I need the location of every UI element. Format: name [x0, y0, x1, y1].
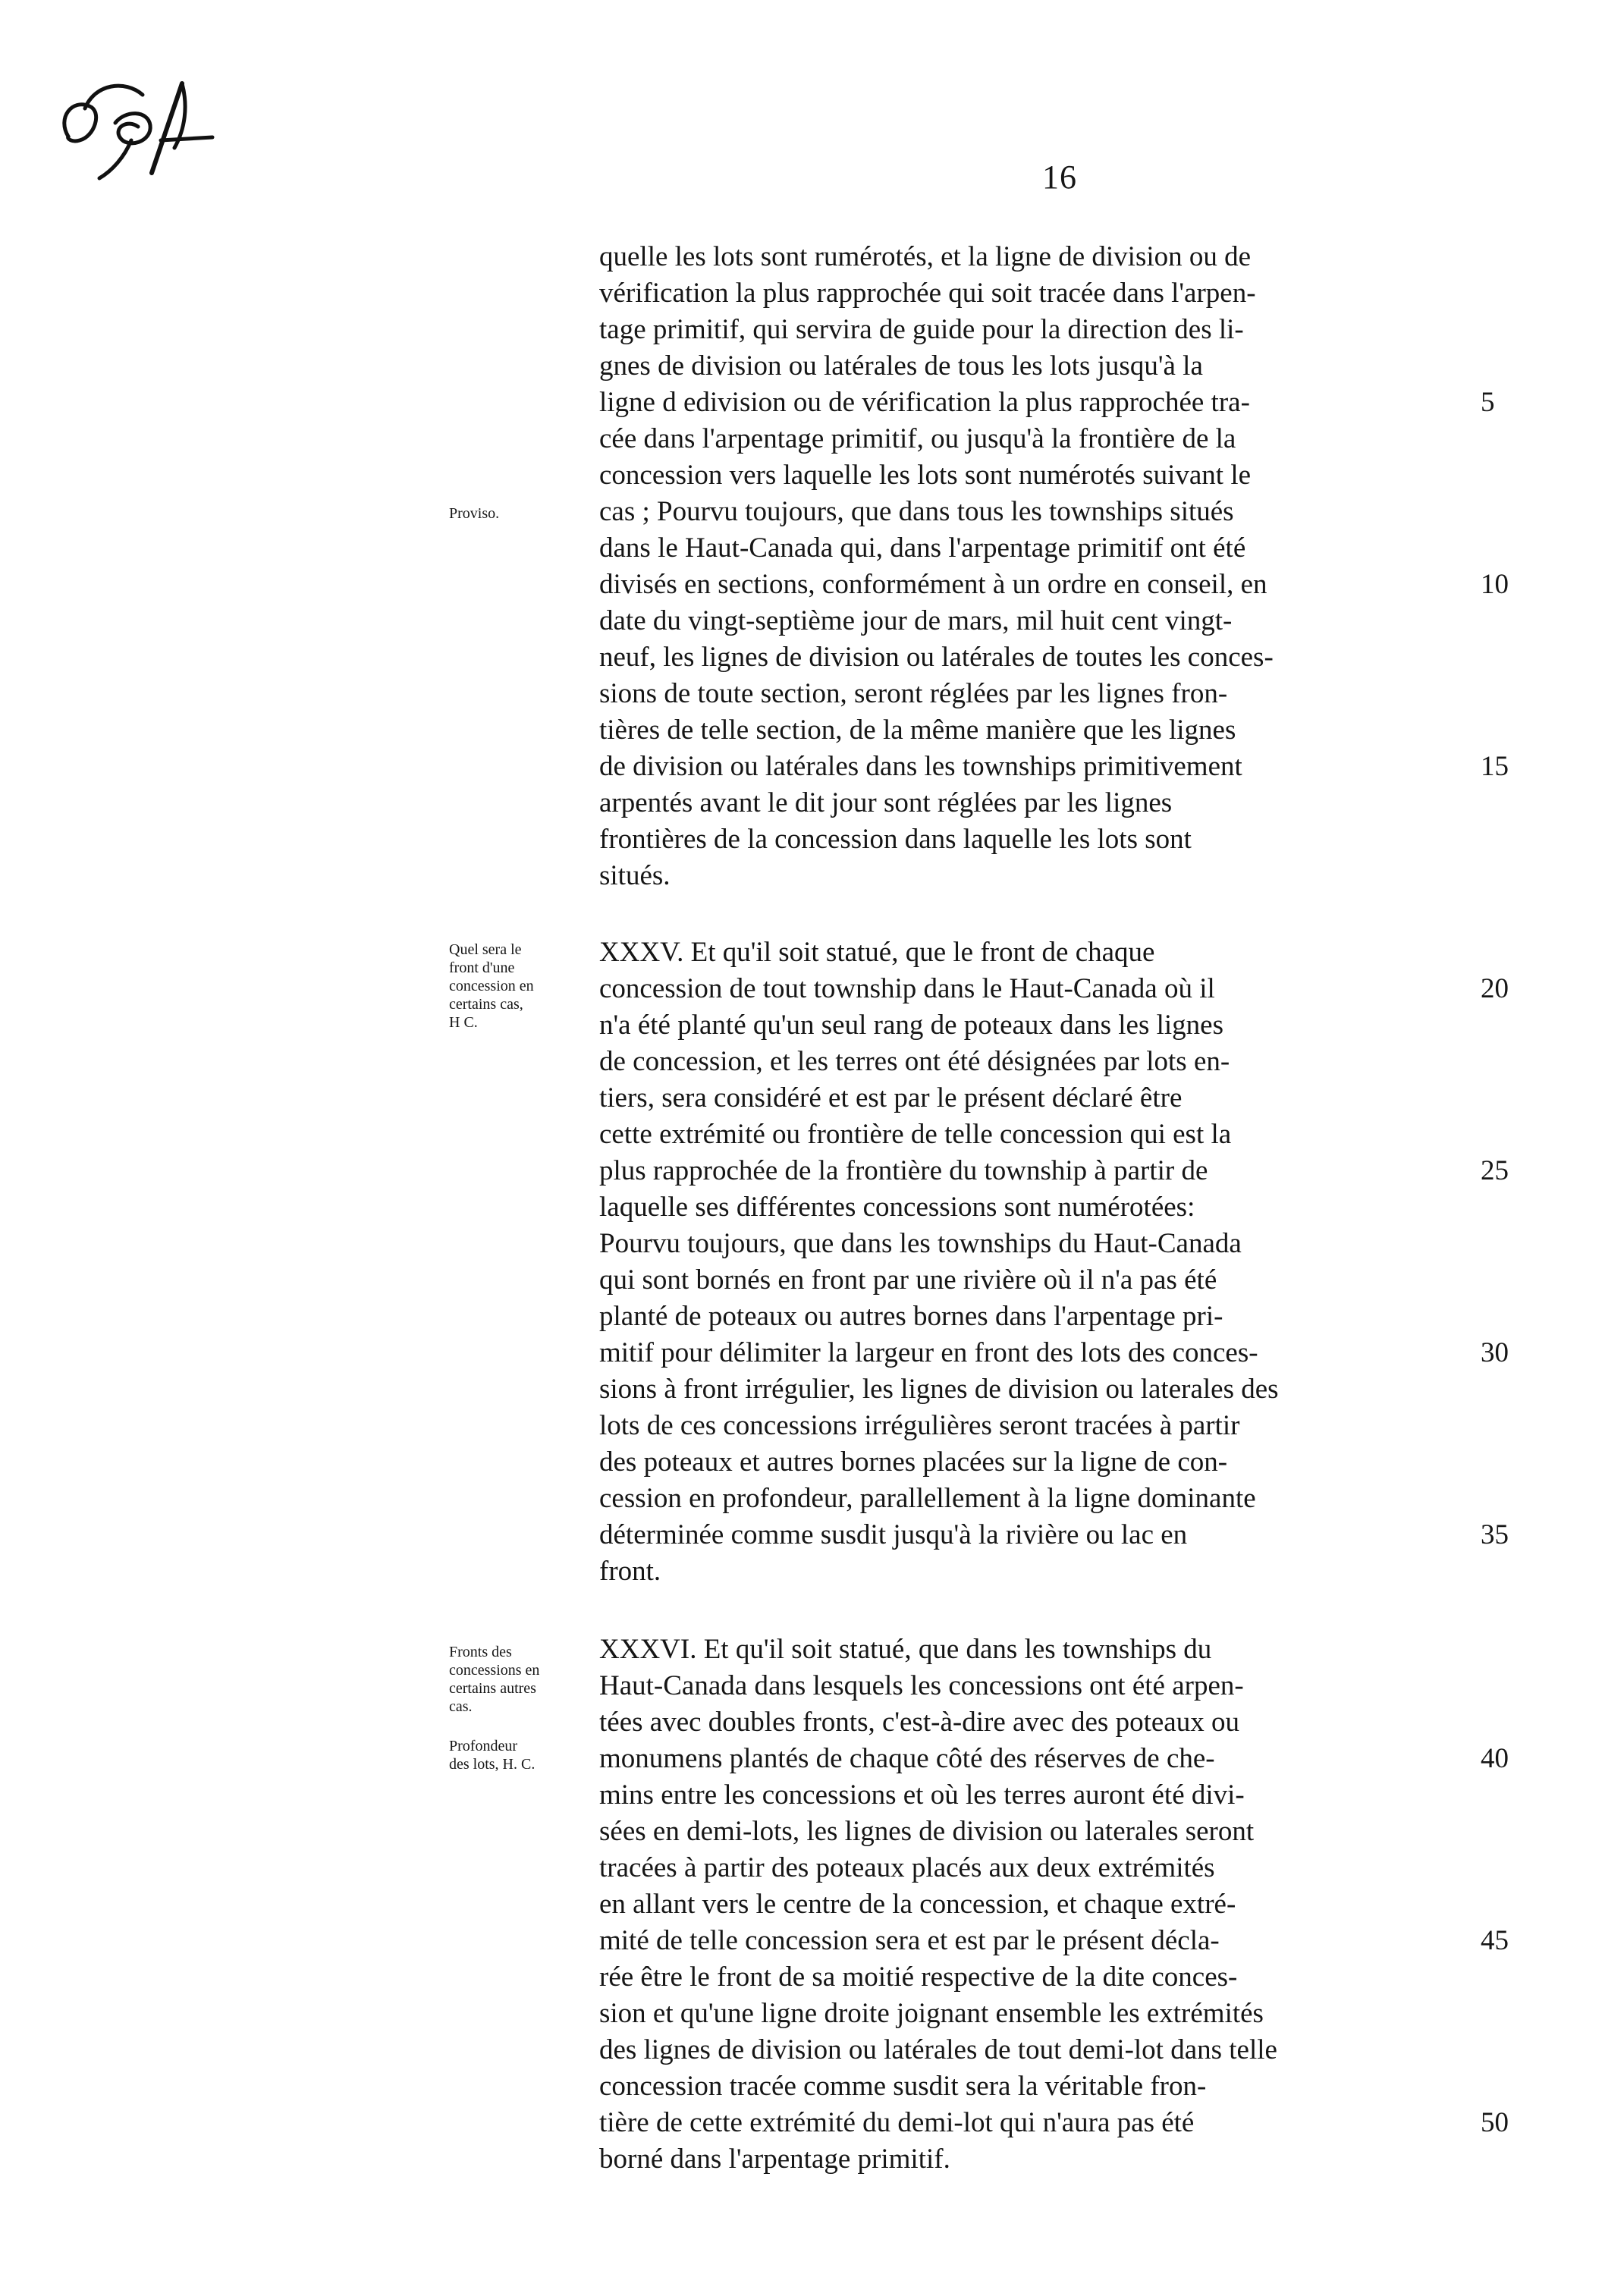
- paragraph-line: rée être le front de sa moitié respective de la dite conces-: [599, 1961, 1238, 1993]
- paragraph-line: laquelle ses différentes concessions sont numérotées:: [599, 1192, 1195, 1223]
- line-number: 15: [1481, 751, 1509, 782]
- paragraph-line: XXXVI. Et qu'il soit statué, que dans les townships du: [599, 1634, 1212, 1665]
- paragraph-line: plus rapprochée de la frontière du township à partir de: [599, 1155, 1208, 1186]
- margin-note-line: Proviso.: [449, 505, 500, 522]
- paragraph-line: de division ou latérales dans les townships primitivement: [599, 751, 1242, 782]
- paragraph-line: date du vingt-septième jour de mars, mil huit cent vingt-: [599, 605, 1233, 636]
- paragraph-line: concession de tout township dans le Haut-Canada où il: [599, 973, 1215, 1004]
- paragraph-line: mins entre les concessions et où les terres auront été divi-: [599, 1779, 1245, 1811]
- paragraph-line: situés.: [599, 860, 671, 891]
- paragraph-line: borné dans l'arpentage primitif.: [599, 2144, 950, 2175]
- paragraph-line: cas ; Pourvu toujours, que dans tous les townships situés: [599, 496, 1234, 527]
- line-number: 50: [1481, 2107, 1509, 2138]
- paragraph-line: gnes de division ou latérales de tous les lots jusqu'à la: [599, 350, 1203, 382]
- paragraph-line: qui sont bornés en front par une rivière où il n'a pas été: [599, 1264, 1217, 1296]
- line-number: 5: [1481, 387, 1495, 418]
- paragraph-line: sées en demi-lots, les lignes de division ou laterales seront: [599, 1816, 1255, 1847]
- margin-note-profondeur: [449, 1737, 586, 1773]
- paragraph-line: cette extrémité ou frontière de telle concession qui est la: [599, 1119, 1232, 1150]
- paragraph-line: mité de telle concession sera et est par le présent décla-: [599, 1925, 1220, 1956]
- paragraph-line: concession tracée comme susdit sera la véritable fron-: [599, 2071, 1207, 2102]
- paragraph-line: vérification la plus rapprochée qui soit tracée dans l'arpen-: [599, 278, 1256, 309]
- paragraph-line: en allant vers le centre de la concession, et chaque extré-: [599, 1889, 1236, 1920]
- paragraph-line: planté de poteaux ou autres bornes dans l'arpentage pri-: [599, 1301, 1223, 1332]
- paragraph-line: tières de telle section, de la même manière que les lignes: [599, 715, 1236, 746]
- paragraph-line: tiers, sera considéré et est par le présent déclaré être: [599, 1082, 1183, 1113]
- margin-note-line: front d'une: [449, 960, 515, 976]
- paragraph-line: Pourvu toujours, que dans les townships du Haut-Canada: [599, 1228, 1242, 1259]
- line-number: 40: [1481, 1743, 1509, 1774]
- paragraph-line: des poteaux et autres bornes placées sur la ligne de con-: [599, 1446, 1228, 1478]
- paragraph-line: déterminée comme susdit jusqu'à la rivière ou lac en: [599, 1519, 1188, 1550]
- line-number: 20: [1481, 973, 1509, 1004]
- paragraph-line: frontières de la concession dans laquelle les lots sont: [599, 824, 1192, 855]
- margin-note-line: concession en: [449, 978, 534, 994]
- margin-note-front-concession: [449, 941, 586, 1032]
- paragraph-line: Haut-Canada dans lesquels les concessions ont été arpen-: [599, 1670, 1244, 1701]
- margin-note-line: certains cas,: [449, 996, 523, 1013]
- paragraph-line: de concession, et les terres ont été désignées par lots en-: [599, 1046, 1230, 1077]
- margin-note-line: H C.: [449, 1014, 478, 1031]
- paragraph-line: monumens plantés de chaque côté des réserves de che-: [599, 1743, 1215, 1774]
- line-number: 10: [1481, 569, 1509, 600]
- paragraph-line: dans le Haut-Canada qui, dans l'arpentage primitif ont été: [599, 532, 1246, 564]
- paragraph-line: tées avec doubles fronts, c'est-à-dire avec des poteaux ou: [599, 1707, 1239, 1738]
- paragraph-line: concession vers laquelle les lots sont numérotés suivant le: [599, 460, 1252, 491]
- paragraph-line: mitif pour délimiter la largeur en front des lots des conces-: [599, 1337, 1258, 1368]
- line-number: 25: [1481, 1155, 1509, 1186]
- paragraph-line: tage primitif, qui servira de guide pour la direction des li-: [599, 314, 1244, 345]
- paragraph-line: des lignes de division ou latérales de tout demi-lot dans telle: [599, 2034, 1277, 2065]
- margin-note-line: Quel sera le: [449, 941, 522, 958]
- paragraph-line: cée dans l'arpentage primitif, ou jusqu'à la frontière de la: [599, 423, 1236, 454]
- paragraph-line: cession en profondeur, parallellement à la ligne dominante: [599, 1483, 1256, 1514]
- paragraph-line: divisés en sections, conformément à un ordre en conseil, en: [599, 569, 1267, 600]
- paragraph-line: ligne d edivision ou de vérification la plus rapprochée tra-: [599, 387, 1250, 418]
- line-number: 35: [1481, 1519, 1509, 1550]
- paragraph-line: front.: [599, 1556, 661, 1587]
- paragraph-line: tière de cette extrémité du demi-lot qui n'aura pas été: [599, 2107, 1195, 2138]
- line-number: 30: [1481, 1337, 1509, 1368]
- paragraph-line: lots de ces concessions irrégulières seront tracées à partir: [599, 1410, 1240, 1441]
- paragraph-line: sions à front irrégulier, les lignes de division ou laterales des: [599, 1374, 1279, 1405]
- paragraph-line: quelle les lots sont rumérotés, et la ligne de division ou de: [599, 241, 1252, 272]
- paragraph-line: XXXV. Et qu'il soit statué, que le front de chaque: [599, 937, 1155, 968]
- margin-note-line: cas.: [449, 1698, 473, 1715]
- margin-note-line: concessions en: [449, 1662, 540, 1679]
- margin-note-fronts-concessions: [449, 1643, 586, 1716]
- handwritten-catalog-mark-icon: [53, 64, 220, 193]
- paragraph-line: arpentés avant le dit jour sont réglées par les lignes: [599, 787, 1173, 818]
- margin-note-line: des lots, H. C.: [449, 1756, 536, 1773]
- paragraph-line: neuf, les lignes de division ou latérales de toutes les conces-: [599, 642, 1274, 673]
- paragraph-line: tracées à partir des poteaux placés aux deux extrémités: [599, 1852, 1215, 1883]
- margin-note-line: Fronts des: [449, 1644, 512, 1660]
- margin-note-line: certains autres: [449, 1680, 536, 1697]
- paragraph-line: sions de toute section, seront réglées par les lignes fron-: [599, 678, 1228, 709]
- line-number: 45: [1481, 1925, 1509, 1956]
- margin-note-proviso: [449, 504, 586, 523]
- paragraph-line: n'a été planté qu'un seul rang de poteaux dans les lignes: [599, 1010, 1223, 1041]
- margin-note-line: Profondeur: [449, 1738, 517, 1754]
- paragraph-line: sion et qu'une ligne droite joignant ensemble les extrémités: [599, 1998, 1264, 2029]
- page-number: 16: [1042, 159, 1077, 196]
